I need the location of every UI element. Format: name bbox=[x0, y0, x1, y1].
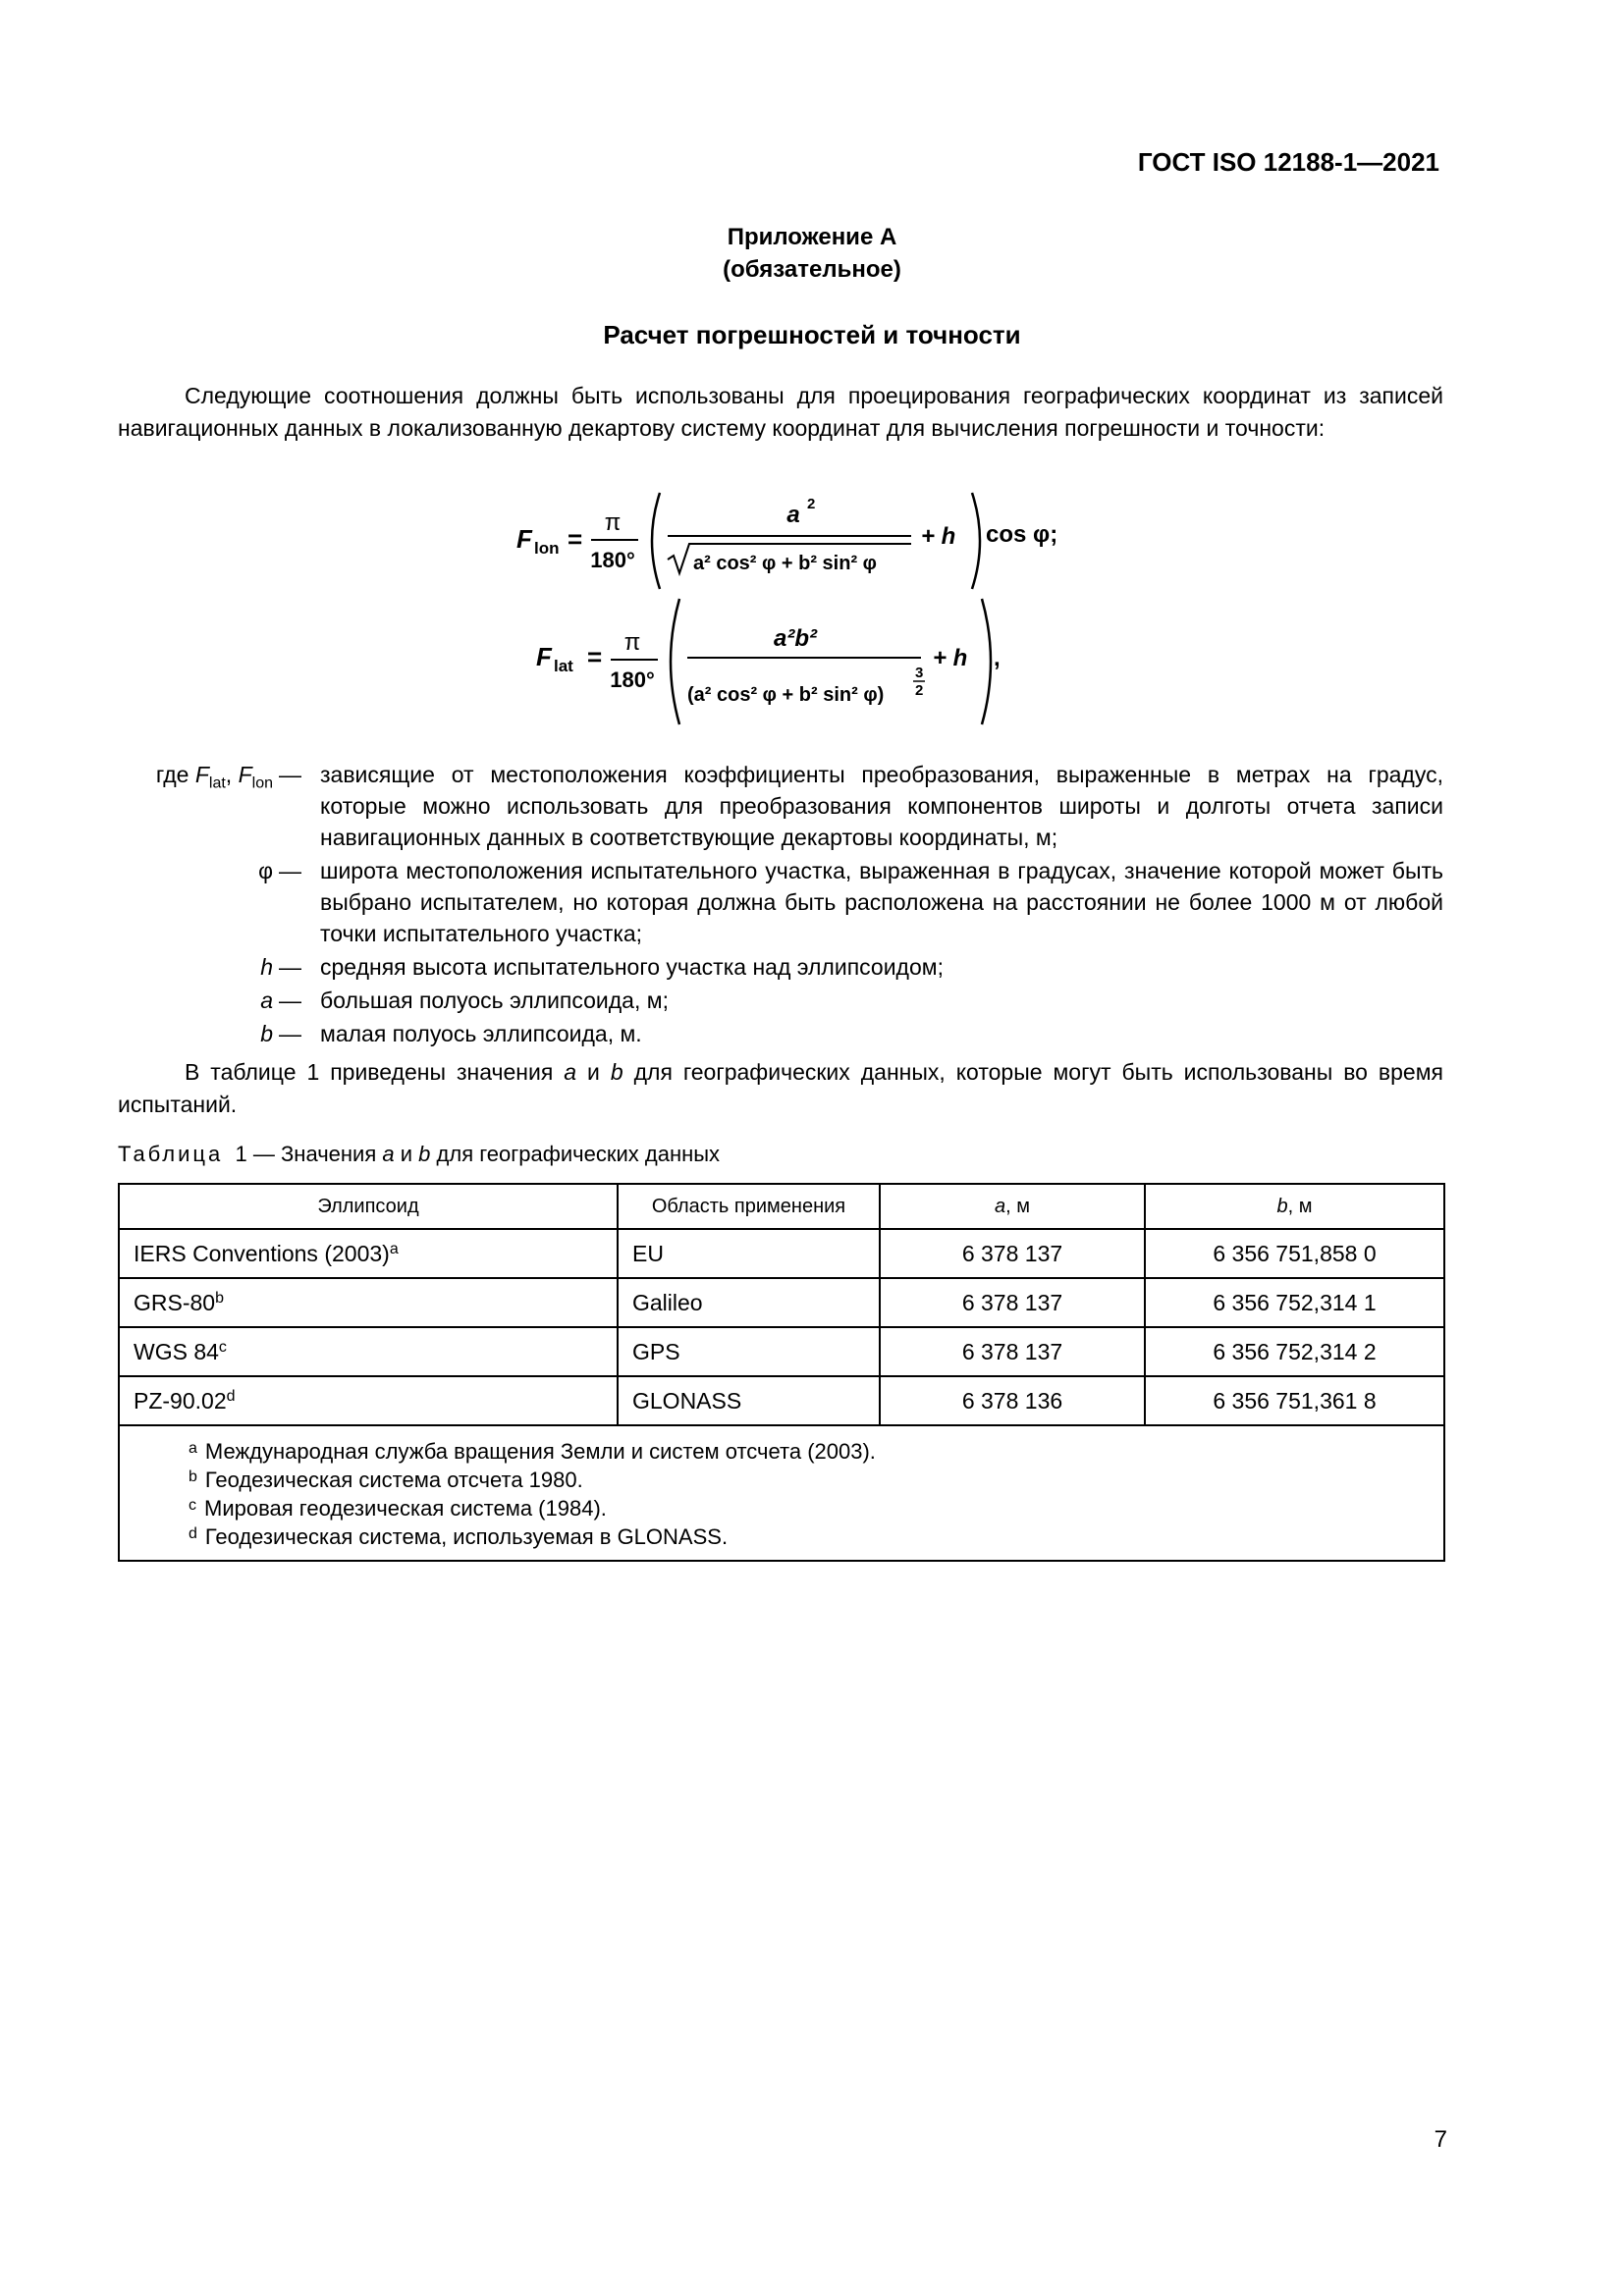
table-footnotes-row bbox=[119, 1425, 1444, 1561]
cell-area: GPS bbox=[618, 1327, 880, 1376]
formula-lon-deg: 180° bbox=[590, 548, 635, 572]
cell-b: 6 356 751,361 8 bbox=[1145, 1376, 1444, 1425]
table-row bbox=[119, 1327, 1444, 1376]
formula-lon-subscript: lon bbox=[534, 539, 560, 558]
definition-item: φ — широта местоположения испытательного участка, выраженная в градусах, значение которой может быть выбрано испытателем, но которая должна быть расположена на расстоянии не более 1000 м от любой точки испытательного участка; bbox=[118, 855, 1443, 949]
cell-b: 6 356 752,314 1 bbox=[1145, 1278, 1444, 1327]
cell-b: 6 356 751,858 0 bbox=[1145, 1229, 1444, 1278]
cell-a: 6 378 137 bbox=[880, 1229, 1145, 1278]
formula-lat-plus-h: + h bbox=[933, 645, 968, 671]
cell-area: Galileo bbox=[618, 1278, 880, 1327]
cell-b: 6 356 752,314 2 bbox=[1145, 1327, 1444, 1376]
formula-lat-numerator: a²b² bbox=[774, 625, 817, 652]
section-title: Расчет погрешностей и точности bbox=[603, 320, 1021, 349]
cell-a: 6 378 137 bbox=[880, 1278, 1145, 1327]
formula-lat-pi: π bbox=[623, 629, 641, 656]
formula-lat-exp-num: 3 bbox=[915, 665, 924, 681]
definition-item: b — малая полуось эллипсоида, м. bbox=[118, 1018, 1443, 1049]
annex-type: (обязательное) bbox=[723, 256, 901, 283]
table-row bbox=[119, 1278, 1444, 1327]
footnote: $^d$ Геодезическая система, используемая в GLONASS. bbox=[189, 1524, 729, 1549]
definition-text: средняя высота испытательного участка над эллипсоидом; bbox=[320, 954, 944, 980]
formula-lon-trailer: cos φ; bbox=[986, 521, 1058, 548]
cell-ellipsoid: GRS-80$^b$ bbox=[119, 1278, 618, 1327]
ellipsoid-table bbox=[118, 1183, 1445, 1562]
cell-a: 6 378 136 bbox=[880, 1376, 1145, 1425]
table-row bbox=[119, 1376, 1444, 1425]
header-area: Область применения bbox=[618, 1184, 880, 1229]
table-caption: Таблица 1 — Значения a и b для географических данных bbox=[118, 1142, 721, 1166]
formula-lon-numerator: a bbox=[786, 502, 800, 528]
definition-symbol: a bbox=[260, 988, 273, 1013]
definition-text: широта местоположения испытательного участка, выраженная в градусах, значение которой может быть выбрано испытателем, но которая должна быть расположена на расстоянии не более 1000 м от любой точки испытательного участка; bbox=[320, 858, 1443, 946]
formula-lon-denominator: a² cos² φ + b² sin² φ bbox=[693, 553, 877, 574]
formula-lat-exp-den: 2 bbox=[915, 682, 924, 699]
intro-paragraph: Следующие соотношения должны быть использованы для проецирования географических координат из записей навигационных данных в локализованную декартову систему координат для вычисления погрешности и точности: bbox=[118, 383, 1443, 441]
formula-lon-plus-h: + h bbox=[921, 523, 956, 550]
formula-lat bbox=[530, 593, 1060, 730]
cell-ellipsoid: IERS Conventions (2003)$^a$ bbox=[119, 1229, 618, 1278]
formula-lon-pi: π bbox=[604, 509, 622, 536]
annex-title: Приложение А bbox=[727, 224, 897, 250]
definition-text: большая полуось эллипсоида, м; bbox=[320, 988, 669, 1013]
document-code: ГОСТ ISO 12188-1—2021 bbox=[1137, 147, 1439, 177]
definition-symbol: h bbox=[260, 954, 273, 980]
definition-item: h — средняя высота испытательного участка над эллипсоидом; bbox=[118, 951, 1443, 983]
formula-lat-symbol: F bbox=[536, 642, 552, 671]
header-b: b, м bbox=[1145, 1184, 1444, 1229]
cell-area: EU bbox=[618, 1229, 880, 1278]
formula-lon bbox=[511, 487, 1060, 595]
formula-lon-right-paren bbox=[972, 493, 980, 589]
table-intro-paragraph: В таблице 1 приведены значения a и b для географических данных, которые могут быть использованы во время испытаний. bbox=[118, 1059, 1443, 1117]
definition-symbol: φ bbox=[258, 858, 273, 883]
footnote: $^b$ Геодезическая система отсчета 1980. bbox=[189, 1468, 583, 1492]
definition-item: a — большая полуось эллипсоида, м; bbox=[118, 985, 1443, 1016]
cell-a: 6 378 137 bbox=[880, 1327, 1145, 1376]
formula-lon-symbol: F bbox=[516, 524, 532, 554]
formula-lat-equals: = bbox=[587, 642, 603, 671]
definitions-list bbox=[118, 759, 1443, 1051]
formula-lat-denominator: (a² cos² φ + b² sin² φ) bbox=[687, 684, 885, 706]
formula-lat-subscript: lat bbox=[554, 657, 573, 675]
page-number: 7 bbox=[1434, 2126, 1447, 2153]
definition-item: где $F_{lat}$, $F_{lon}$ — зависящие от местоположения коэффициенты преобразования, выраженные в метрах на градус, которые можно использовать для преобразования компонентов широты и долготы отчета записи навигационных данных в соответствующие декартовы координаты, м; bbox=[118, 759, 1443, 853]
header-a: a, м bbox=[880, 1184, 1145, 1229]
header-ellipsoid: Эллипсоид bbox=[119, 1184, 618, 1229]
formula-lon-left-paren bbox=[652, 493, 660, 589]
formula-lat-right-paren bbox=[982, 599, 991, 724]
footnote: $^c$ Мировая геодезическая система (1984). bbox=[189, 1496, 607, 1521]
formula-lat-left-paren bbox=[671, 599, 679, 724]
definition-text: малая полуось эллипсоида, м. bbox=[320, 1021, 642, 1046]
table-header-row bbox=[119, 1184, 1444, 1229]
cell-area: GLONASS bbox=[618, 1376, 880, 1425]
formula-lon-numerator-exp: 2 bbox=[807, 496, 816, 512]
footnote: $^a$ Международная служба вращения Земли и систем отсчета (2003). bbox=[189, 1439, 876, 1464]
table-footnotes bbox=[119, 1425, 1444, 1561]
definition-symbol: b bbox=[260, 1021, 273, 1046]
formula-lat-deg: 180° bbox=[610, 667, 655, 692]
cell-ellipsoid: PZ-90.02$^d$ bbox=[119, 1376, 618, 1425]
formula-lat-trailer: , bbox=[994, 645, 1001, 671]
definition-symbol: где $F_{lat}$, $F_{lon}$ bbox=[155, 762, 273, 792]
definition-text: зависящие от местоположения коэффициенты преобразования, выраженные в метрах на градус, которые можно использовать для преобразования компонентов широты и долготы отчета записи навигационных данных в соответствующие декартовы координаты, м; bbox=[320, 762, 1443, 850]
cell-ellipsoid: WGS 84$^c$ bbox=[119, 1327, 618, 1376]
table-row bbox=[119, 1229, 1444, 1278]
formula-lon-equals: = bbox=[568, 524, 583, 554]
